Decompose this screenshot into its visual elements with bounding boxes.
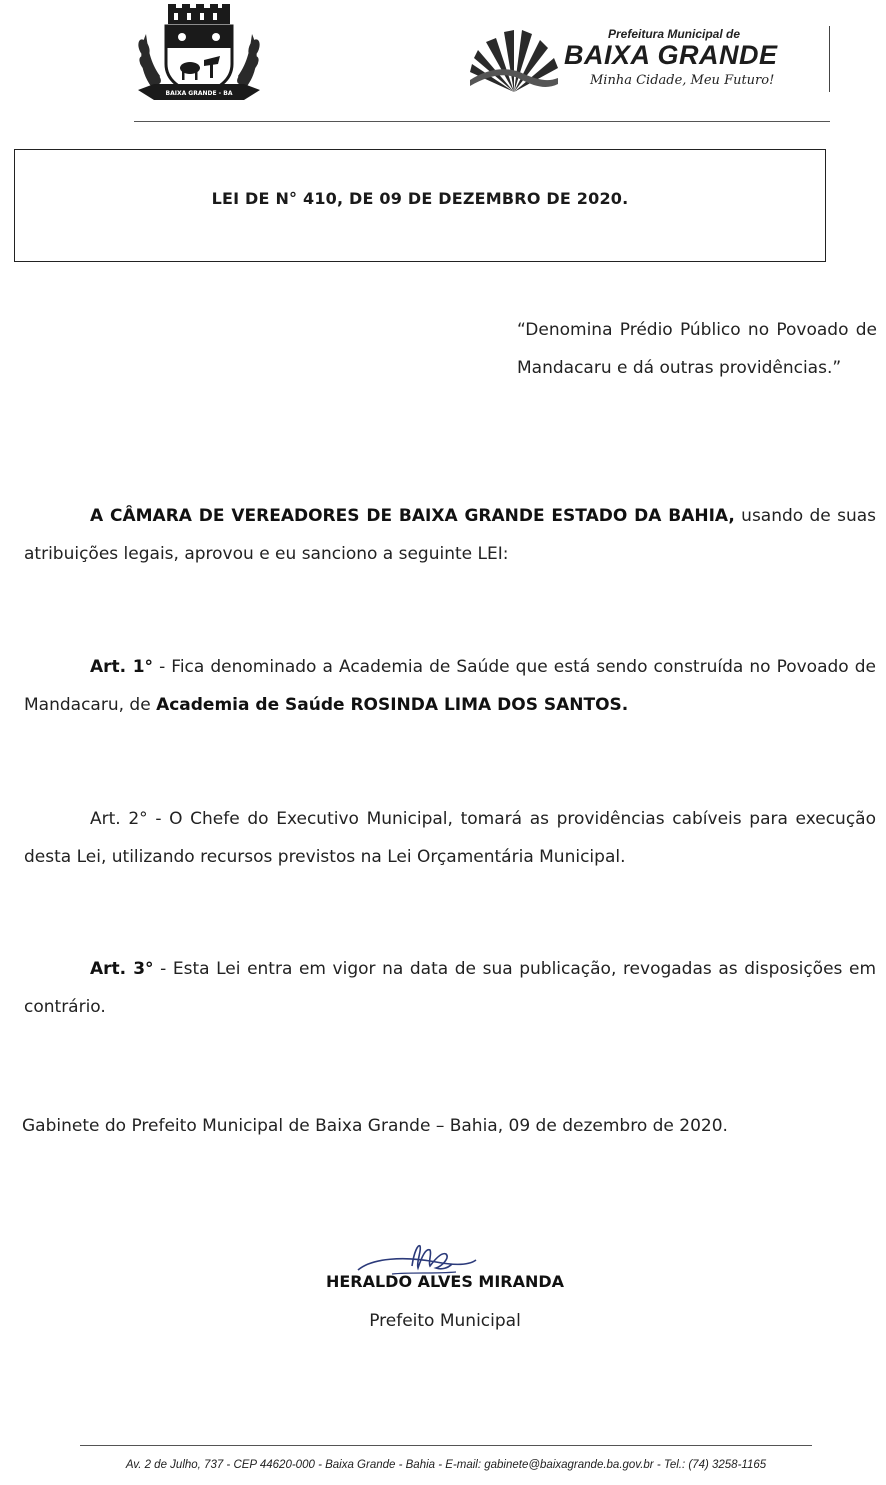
signatory-name: HERALDO ALVES MIRANDA <box>325 1272 565 1291</box>
article-3-text: - Esta Lei entra em vigor na data de sua publicação, revogadas as disposições em contrário. <box>24 959 877 1017</box>
article-3-label: Art. 3° <box>90 959 154 979</box>
logo-prefix-text: Prefeitura Municipal de <box>608 27 741 41</box>
municipal-crest-logo <box>132 4 266 104</box>
preamble-chamber: A CÂMARA DE VEREADORES DE BAIXA GRANDE ESTADO DA BAHIA, <box>90 506 735 526</box>
article-3 <box>24 950 876 1026</box>
article-1-label: Art. 1° <box>90 657 154 677</box>
article-1-emphasis: Academia de Saúde ROSINDA LIMA DOS SANTOS. <box>156 695 629 715</box>
header-rule <box>134 121 830 122</box>
article-2-label: Art. 2° <box>90 809 148 829</box>
logo-city-name: BAIXA GRANDE <box>564 40 778 70</box>
footer-rule <box>80 1445 812 1446</box>
law-title: LEI DE N° 410, DE 09 DE DEZEMBRO DE 2020. <box>211 189 629 208</box>
closing-line: Gabinete do Prefeito Municipal de Baixa Grande – Bahia, 09 de dezembro de 2020. <box>22 1116 728 1136</box>
article-1-text: - Fica denominado a Academia de Saúde que está sendo construída no Povoado de Mandacaru, de <box>24 657 877 715</box>
article-1 <box>24 648 876 724</box>
logo-slogan: Minha Cidade, Meu Futuro! <box>590 73 775 88</box>
logo-divider <box>829 26 830 92</box>
article-2 <box>24 800 876 876</box>
preamble-paragraph <box>24 497 876 573</box>
footer-address: Av. 2 de Julho, 737 - CEP 44620-000 - Baixa Grande - Bahia - E-mail: gabinete@baixagrande.ba.gov.br - Tel.: (74) 3258-1165 <box>125 1459 767 1471</box>
preamble-text: usando de suas atribuições legais, aprovou e eu sanciono a seguinte LEI: <box>24 506 876 564</box>
signatory-role: Prefeito Municipal <box>369 1311 521 1331</box>
prefeitura-sunburst-icon <box>468 22 560 94</box>
law-summary-ementa: “Denomina Prédio Público no Povoado de Mandacaru e dá outras providências.” <box>517 320 877 378</box>
article-2-text: - O Chefe do Executivo Municipal, tomará as providências cabíveis para execução desta Lei, utilizando recursos previstos na Lei Orçamentária Municipal. <box>24 809 876 867</box>
svg-text:BAIXA GRANDE - BA: BAIXA GRANDE - BA <box>165 90 233 97</box>
